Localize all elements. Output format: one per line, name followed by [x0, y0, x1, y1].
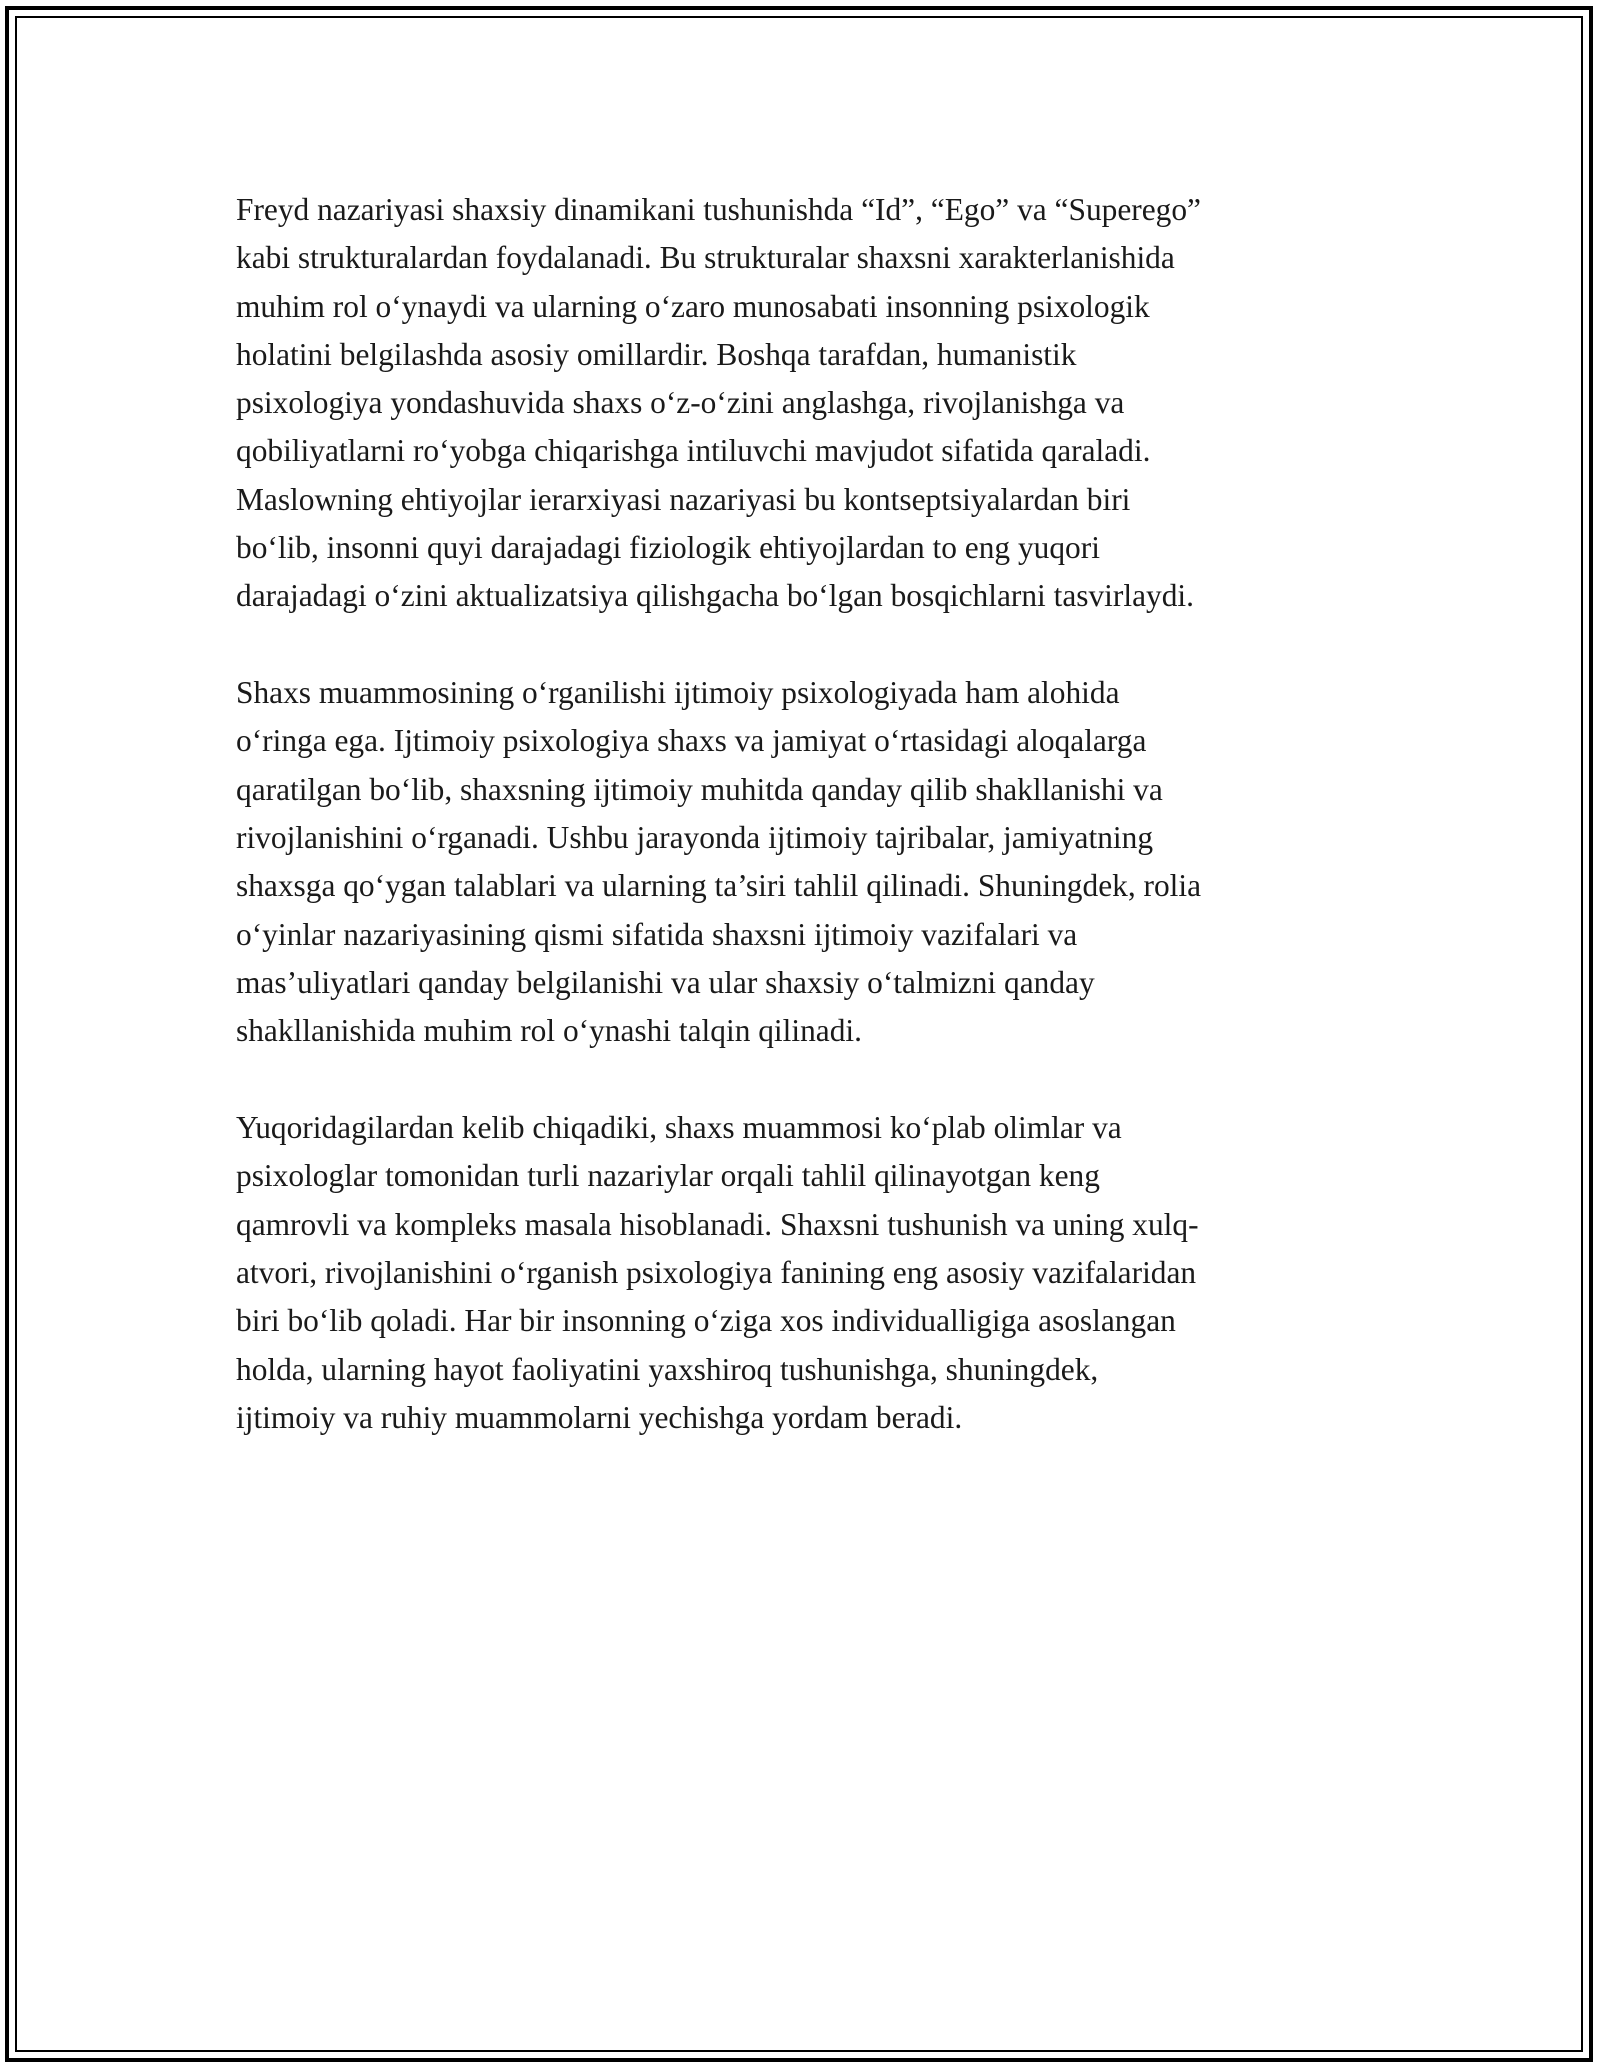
document-body — [236, 186, 1396, 1442]
text-line: darajadagi oʻzini aktualizatsiya qilishgacha boʻlgan bosqichlarni tasvirlaydi. — [236, 578, 1194, 614]
text-line: holatini belgilashda asosiy omillardir. Boshqa tarafdan, humanistik — [236, 336, 1077, 372]
text-line: atvori, rivojlanishini oʻrganish psixologiya fanining eng asosiy vazifalaridan — [236, 1254, 1197, 1290]
text-line: ijtimoiy va ruhiy muammolarni yechishga yordam beradi. — [236, 1399, 963, 1435]
text-line: mas’uliyatlari qanday belgilanishi va ular shaxsiy oʻtalmizni qanday — [236, 964, 1095, 1000]
text-line: boʻlib, insonni quyi darajadagi fiziologik ehtiyojlardan to eng yuqori — [236, 530, 1100, 566]
text-line: rivojlanishini oʻrganadi. Ushbu jarayonda ijtimoiy tajribalar, jamiyatning — [236, 820, 1154, 856]
text-line: qobiliyatlarni roʻyobga chiqarishga intiluvchi mavjudot sifatida qaraladi. — [236, 433, 1151, 469]
text-line: Maslowning ehtiyojlar ierarxiyasi nazariyasi bu kontseptsiyalardan biri — [236, 481, 1131, 517]
text-line: kabi strukturalardan foydalanadi. Bu strukturalar shaxsni xarakterlanishida — [236, 240, 1175, 276]
paragraph-spacer — [236, 621, 1396, 670]
paragraph-freud-humanistic — [236, 186, 1396, 621]
paragraph-social-psychology — [236, 669, 1396, 1055]
text-line: psixologiya yondashuvida shaxs oʻz-oʻzini anglashga, rivojlanishga va — [236, 385, 1125, 421]
text-line: holda, ularning hayot faoliyatini yaxshiroq tushunishga, shuningdek, — [236, 1351, 1099, 1387]
text-line: oʻyinlar nazariyasining qismi sifatida shaxsni ijtimoiy vazifalari va — [236, 916, 1078, 952]
text-line: Yuqoridagilardan kelib chiqadiki, shaxs muammosi koʻplab olimlar va — [236, 1110, 1122, 1146]
paragraph-conclusion — [236, 1104, 1396, 1442]
text-line: oʻringa ega. Ijtimoiy psixologiya shaxs va jamiyat oʻrtasidagi aloqalarga — [236, 723, 1147, 759]
text-line: shaxsga qoʻygan talablari va ularning ta’siri tahlil qilinadi. Shuningdek, rolia — [236, 868, 1202, 904]
text-line: Shaxs muammosining oʻrganilishi ijtimoiy psixologiyada ham alohida — [236, 675, 1120, 711]
text-line: biri boʻlib qoladi. Har bir insonning oʻziga xos individualligiga asoslangan — [236, 1303, 1176, 1339]
text-line: qamrovli va kompleks masala hisoblanadi. Shaxsni tushunish va uning xulq- — [236, 1206, 1199, 1242]
text-line: shakllanishida muhim rol oʻynashi talqin qilinadi. — [236, 1013, 862, 1049]
text-line: Freyd nazariyasi shaxsiy dinamikani tushunishda “Id”, “Ego” va “Superego” — [236, 192, 1201, 227]
text-line: psixologlar tomonidan turli nazariylar orqali tahlil qilinayotgan keng — [236, 1158, 1100, 1194]
text-line: muhim rol oʻynaydi va ularning oʻzaro munosabati insonning psixologik — [236, 288, 1150, 324]
paragraph-spacer — [236, 1056, 1396, 1105]
text-line: qaratilgan boʻlib, shaxsning ijtimoiy muhitda qanday qilib shakllanishi va — [236, 771, 1163, 807]
